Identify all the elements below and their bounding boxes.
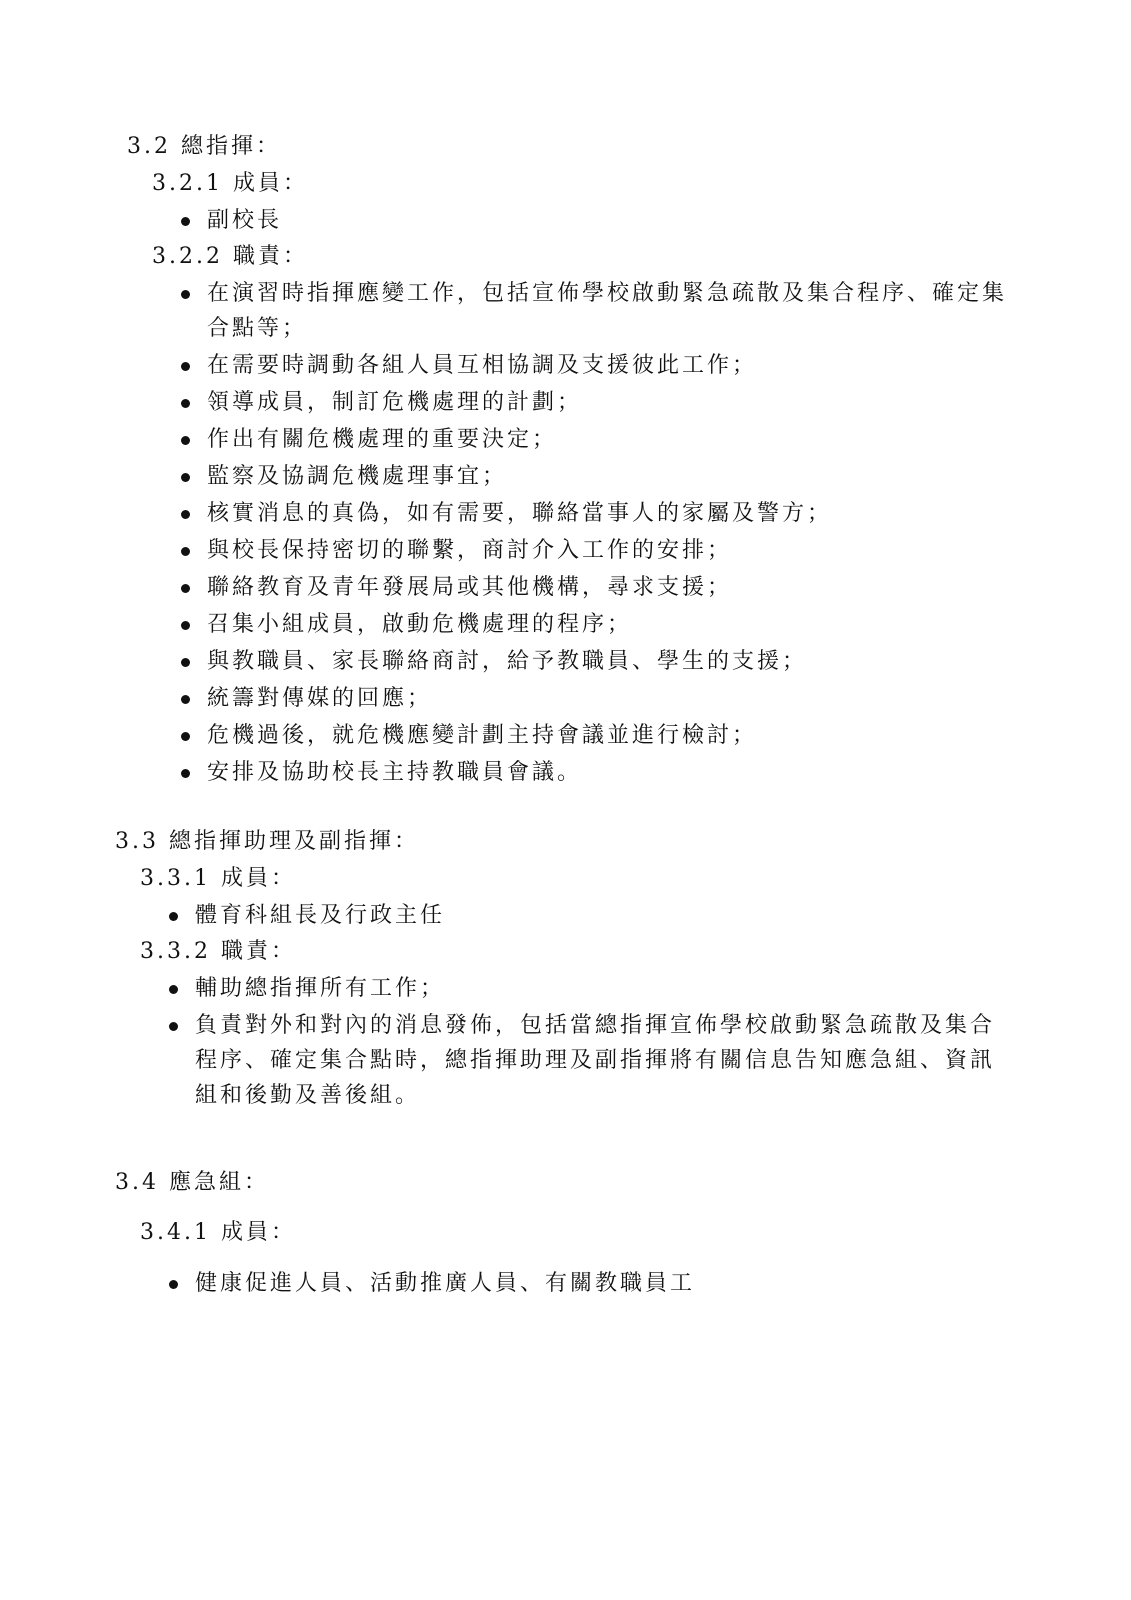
bullet-icon <box>169 985 178 994</box>
section-3-2-2-heading: 3.2.2 職責： <box>152 244 308 269</box>
bullet-icon <box>169 912 178 921</box>
list-item: 作出有關危機處理的重要決定； <box>207 427 558 452</box>
bullet-icon <box>169 1280 178 1289</box>
bullet-icon <box>181 584 190 593</box>
list-item: 與校長保持密切的聯繫，商討介入工作的安排； <box>207 538 733 563</box>
bullet-icon <box>181 769 190 778</box>
list-item: 召集小組成員，啟動危機處理的程序； <box>207 612 633 637</box>
list-item: 統籌對傳媒的回應； <box>207 686 433 711</box>
list-item: 在需要時調動各組人員互相協調及支援彼此工作； <box>207 353 758 378</box>
list-item: 領導成員，制訂危機處理的計劃； <box>207 390 583 415</box>
section-3-3-heading: 3.3 總指揮助理及副指揮： <box>115 829 419 854</box>
bullet-icon <box>181 658 190 667</box>
list-item: 安排及協助校長主持教職員會議。 <box>207 760 583 785</box>
bullet-icon <box>181 695 190 704</box>
bullet-icon <box>181 290 190 299</box>
bullet-icon <box>181 436 190 445</box>
list-item: 負責對外和對內的消息發佈，包括當總指揮宣佈學校啟動緊急疏散及集合程序、確定集合點時，總指揮助理及副指揮將有關信息告知應急組、資訊組和後勤及善後組。 <box>195 1013 996 1108</box>
bullet-icon <box>181 217 190 226</box>
list-item: 健康促進人員、活動推廣人員、有關教職員工 <box>195 1271 696 1296</box>
bullet-icon <box>181 399 190 408</box>
bullet-icon <box>181 510 190 519</box>
list-item: 監察及協調危機處理事宜； <box>207 464 508 489</box>
section-3-4-1-heading: 3.4.1 成員： <box>140 1220 296 1245</box>
list-item: 體育科組長及行政主任 <box>195 903 446 928</box>
list-item: 聯絡教育及青年發展局或其他機構，尋求支援； <box>207 575 733 600</box>
list-item: 與教職員、家長聯絡商討，給予教職員、學生的支援； <box>207 649 808 674</box>
list-item: 在演習時指揮應變工作，包括宣佈學校啟動緊急疏散及集合程序、確定集合點等； <box>207 281 1008 341</box>
bullet-icon <box>181 473 190 482</box>
bullet-icon <box>181 732 190 741</box>
section-3-2-1-heading: 3.2.1 成員： <box>152 171 308 196</box>
bullet-icon <box>181 621 190 630</box>
section-3-3-1-heading: 3.3.1 成員： <box>140 866 296 891</box>
list-item: 危機過後，就危機應變計劃主持會議並進行檢討； <box>207 723 758 748</box>
bullet-icon <box>181 362 190 371</box>
section-3-2-heading: 3.2 總指揮： <box>127 134 281 159</box>
list-item: 核實消息的真偽，如有需要，聯絡當事人的家屬及警方； <box>207 501 833 526</box>
section-3-4-heading: 3.4 應急組： <box>115 1170 269 1195</box>
list-item: 輔助總指揮所有工作； <box>195 976 446 1001</box>
bullet-icon <box>169 1022 178 1031</box>
bullet-icon <box>181 547 190 556</box>
section-3-3-2-heading: 3.3.2 職責： <box>140 939 296 964</box>
list-item: 副校長 <box>207 208 283 233</box>
